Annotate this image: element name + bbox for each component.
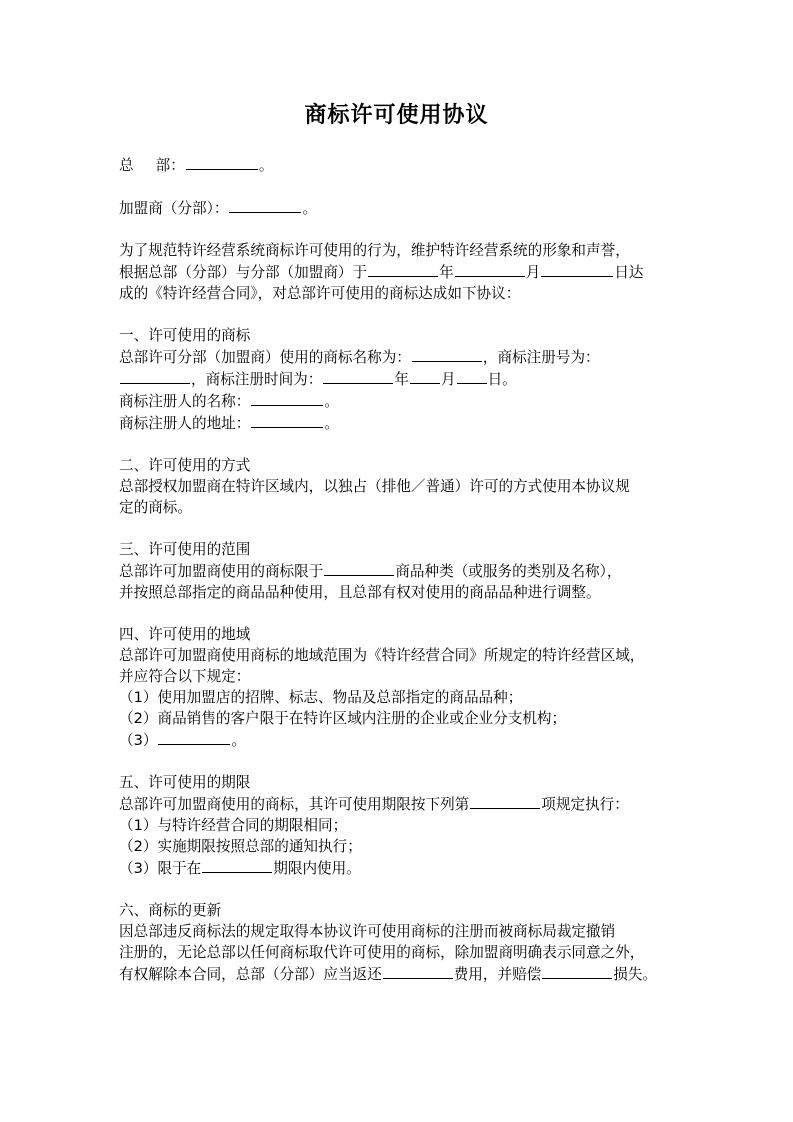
section-heading: 一、许可使用的商标 [119, 327, 251, 344]
section-line: 并应符合以下规定： [119, 668, 251, 685]
section-text: 总部许可加盟商使用的商标限于 [119, 563, 324, 580]
list-item [119, 857, 679, 879]
blank-field [455, 261, 525, 277]
list-item: （2）实施期限按照总部的通知执行； [119, 838, 362, 855]
blank-field [323, 368, 393, 384]
section-text: 。 [324, 393, 339, 410]
blank-field [541, 261, 613, 277]
section-text: 月 [440, 371, 456, 388]
section-line: 定的商标。 [119, 499, 192, 516]
page-title: 商标许可使用协议 [304, 102, 489, 128]
franchisee-end: 。 [302, 200, 318, 217]
hq-label-2: 部： [155, 157, 185, 174]
section-text: 日。 [487, 371, 517, 388]
list-item: （1）使用加盟店的招牌、标志、物品及总部指定的商品品种； [119, 689, 523, 706]
section-text: 期限内使用。 [273, 860, 361, 877]
section-text: 总部许可分部（加盟商）使用的商标名称为： [119, 349, 411, 366]
blank-field [324, 560, 394, 576]
intro-line-3: 成的《特许经营合同》，对总部许可使用的商标达成如下协议： [119, 285, 521, 302]
section-line [119, 963, 679, 985]
document-body [119, 154, 679, 985]
intro-text: 日达 [614, 264, 644, 281]
section-text: 。 [324, 415, 339, 432]
blank-field [202, 857, 272, 873]
blank-field [368, 261, 438, 277]
blank-field [410, 368, 440, 384]
section-heading: 四、许可使用的地域 [119, 626, 251, 643]
blank-field [542, 963, 612, 979]
blank-field [251, 412, 323, 428]
franchisee-label: 加盟商（分部）： [119, 200, 229, 217]
intro-line-2 [119, 261, 679, 283]
blank-field [412, 346, 482, 362]
section-text: 。 [231, 732, 247, 749]
blank-field [120, 368, 190, 384]
section-line [119, 390, 679, 412]
section-text: 商品种类（或服务的类别及名称）， [395, 563, 622, 580]
intro-line-1: 为了规范特许经营系统商标许可使用的行为，维护特许经营系统的形象和声誉， [119, 242, 630, 259]
section-line [119, 346, 679, 368]
hq-label-1: 总 [119, 157, 134, 174]
list-item [119, 729, 679, 751]
list-item: （2）商品销售的客户限于在特许区域内注册的企业或企业分支机构； [119, 710, 567, 727]
blank-field [186, 154, 258, 170]
section-text: 总部许可加盟商使用的商标，其许可使用期限按下列第 [119, 796, 470, 813]
section-line: 注册的，无论总部以任何商标取代许可使用的商标，除加盟商明确表示同意之外， [119, 944, 645, 961]
blank-field [251, 390, 323, 406]
party-hq-line [119, 154, 679, 176]
section-text: 年 [394, 371, 409, 388]
section-heading: 二、许可使用的方式 [119, 457, 251, 474]
section-text: 商标注册人的名称： [119, 393, 251, 410]
intro-text: 年 [439, 264, 454, 281]
blank-field [158, 729, 230, 745]
section-heading: 三、许可使用的范围 [119, 541, 251, 558]
hq-end: 。 [258, 157, 274, 174]
section-line [119, 560, 679, 582]
section-line [119, 793, 679, 815]
blank-field [470, 793, 540, 809]
section-text: ，商标注册时间为： [191, 371, 323, 388]
section-heading: 六、商标的更新 [119, 902, 222, 919]
section-line: 总部许可加盟商使用商标的地域范围为《特许经营合同》所规定的特许经营区域， [119, 647, 645, 664]
list-item: （1）与特许经营合同的期限相同； [119, 817, 348, 834]
intro-text: 根据总部（分部）与分部（加盟商）于 [119, 264, 368, 281]
section-line [119, 412, 679, 434]
blank-field [457, 368, 487, 384]
section-line: 因总部违反商标法的规定取得本协议许可使用商标的注册而被商标局裁定撤销 [119, 923, 616, 940]
section-text: 费用，并赔偿 [453, 966, 542, 983]
section-text: ，商标注册号为： [482, 349, 600, 366]
section-heading: 五、许可使用的期限 [119, 774, 251, 791]
section-line: 并按照总部指定的商品品种使用，且总部有权对使用的商品品种进行调整。 [119, 584, 601, 601]
section-text: 商标注册人的地址： [119, 415, 251, 432]
section-text: （3）限于在 [119, 860, 202, 877]
blank-field [229, 197, 301, 213]
section-text: 项规定执行： [541, 796, 629, 813]
party-franchisee-line [119, 197, 679, 219]
section-text: （3） [119, 732, 158, 749]
section-text: 损失。 [613, 966, 658, 983]
intro-text: 月 [525, 264, 541, 281]
section-text: 有权解除本合同，总部（分部）应当返还 [119, 966, 382, 983]
blank-field [383, 963, 453, 979]
section-line [119, 368, 679, 390]
section-line: 总部授权加盟商在特许区域内，以独占（排他／普通）许可的方式使用本协议规 [119, 478, 630, 495]
